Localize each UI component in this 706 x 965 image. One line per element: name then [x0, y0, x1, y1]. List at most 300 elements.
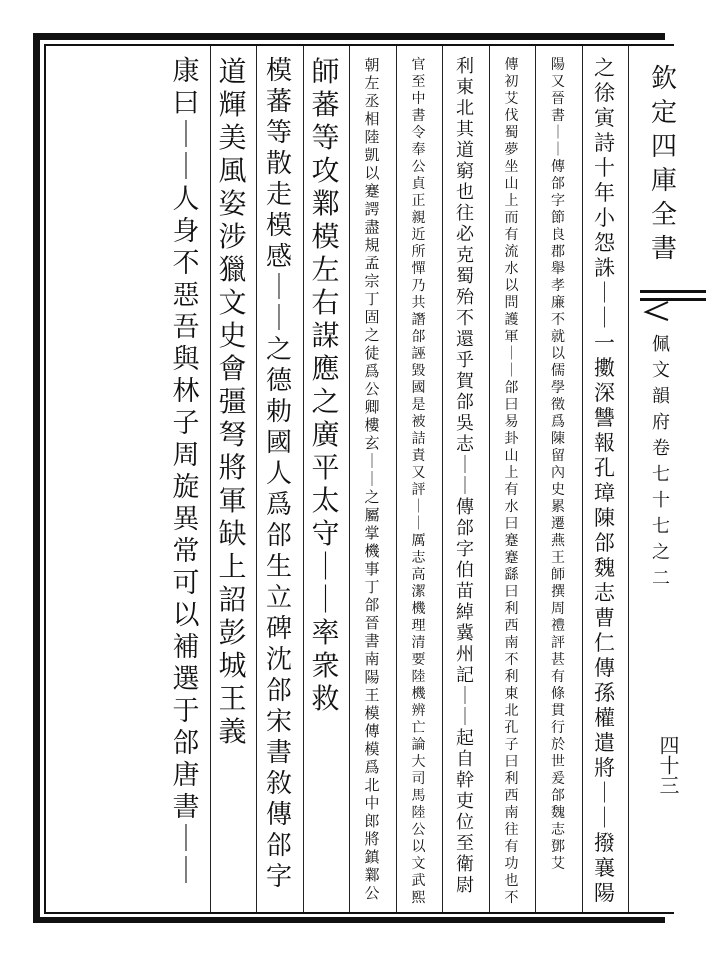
- text-char: 綽: [456, 602, 474, 623]
- text-char: 東: [456, 77, 474, 98]
- text-char: 曰: [504, 584, 519, 600]
- text-char: 學: [551, 380, 565, 396]
- text-char: 曰: [504, 754, 519, 770]
- text-char: 被: [411, 414, 426, 430]
- text-char: 美: [218, 121, 247, 154]
- text-char: 將: [594, 756, 615, 780]
- text-char: 良: [551, 227, 565, 243]
- text-char: 傳: [456, 497, 474, 518]
- text-char: 郃: [172, 728, 200, 759]
- text-char: 志: [594, 581, 615, 605]
- text-char: ｜: [456, 686, 474, 707]
- text-column: [538, 58, 578, 908]
- text-char: 陸: [411, 669, 426, 685]
- text-column: [213, 55, 253, 908]
- text-char: 傳: [265, 800, 292, 830]
- text-char: 文: [218, 286, 247, 319]
- text-char: ｜: [594, 781, 615, 805]
- text-char: 於: [551, 737, 565, 753]
- text-char: 之: [364, 488, 380, 506]
- text-char: 遣: [594, 731, 615, 755]
- text-char: ｜: [456, 707, 474, 728]
- text-char: ｜: [411, 499, 426, 515]
- text-char: 郃: [265, 521, 292, 551]
- text-char: 以: [172, 600, 200, 631]
- volume-char: 韻: [652, 386, 670, 407]
- text-column: [166, 58, 206, 908]
- text-column: [585, 58, 625, 908]
- text-char: 子: [504, 737, 519, 753]
- text-char: 孫: [594, 681, 615, 705]
- text-char: 甚: [551, 652, 565, 668]
- text-char: 仁: [594, 631, 615, 655]
- text-char: 國: [411, 380, 426, 396]
- text-char: 風: [218, 154, 247, 187]
- text-char: 選: [172, 664, 200, 695]
- text-char: 是: [411, 397, 426, 413]
- fish-tail-band: [640, 290, 706, 320]
- text-char: 水: [504, 261, 519, 277]
- text-char: 可: [172, 568, 200, 599]
- text-char: 陽: [594, 881, 615, 905]
- text-char: 有: [504, 839, 519, 855]
- text-char: ｜: [456, 476, 474, 497]
- text-char: 爲: [265, 490, 292, 520]
- text-char: 模: [311, 220, 340, 253]
- text-char: 卦: [504, 431, 519, 447]
- text-char: ｜: [265, 304, 292, 334]
- text-char: 西: [504, 618, 519, 634]
- text-char: 必: [456, 224, 474, 245]
- text-char: 凱: [364, 146, 380, 164]
- text-char: 不: [551, 312, 565, 328]
- text-char: 毀: [411, 363, 426, 379]
- text-char: 鎮: [364, 848, 380, 866]
- text-char: 深: [594, 381, 615, 405]
- text-char: 不: [456, 308, 474, 329]
- text-char: 評: [551, 635, 565, 651]
- text-char: 南: [364, 650, 380, 668]
- text-char: 以: [504, 278, 519, 294]
- text-char: 艾: [504, 91, 519, 107]
- text-char: 模: [265, 56, 292, 86]
- text-char: ｜: [172, 120, 200, 151]
- text-char: 利: [504, 601, 519, 617]
- text-char: 書: [265, 738, 292, 768]
- running-title: [644, 58, 684, 262]
- text-char: 權: [594, 706, 615, 730]
- text-char: 諤: [364, 200, 380, 218]
- text-char: 擻: [594, 356, 615, 380]
- volume-char: 之: [652, 542, 670, 563]
- text-char: 徒: [364, 344, 380, 362]
- text-char: 獵: [218, 253, 247, 286]
- text-char: ｜: [504, 346, 519, 362]
- text-char: 尉: [456, 875, 474, 896]
- text-char: 詰: [411, 431, 426, 447]
- text-char: 衛: [456, 854, 474, 875]
- column-rule: [210, 46, 211, 912]
- text-char: 謀: [311, 319, 340, 352]
- text-char: 還: [456, 329, 474, 350]
- text-char: 姿: [218, 187, 247, 220]
- volume-char: 卷: [652, 438, 670, 459]
- text-char: 水: [504, 499, 519, 515]
- column-rule: [349, 46, 350, 912]
- text-char: 蕃: [311, 88, 340, 121]
- text-char: 沈: [265, 645, 292, 675]
- text-char: ｜: [265, 273, 292, 303]
- text-char: 樓: [364, 416, 380, 434]
- text-char: 曰: [504, 516, 519, 532]
- text-char: 蹇: [364, 182, 380, 200]
- text-char: 太: [311, 484, 340, 517]
- text-char: 蕃: [265, 87, 292, 117]
- text-char: 師: [551, 567, 565, 583]
- text-char: 郃: [456, 392, 474, 413]
- text-char: 林: [172, 376, 200, 407]
- text-char: 馬: [411, 788, 426, 804]
- text-char: 功: [504, 856, 519, 872]
- column-rule: [303, 46, 304, 912]
- text-char: 勅: [265, 397, 292, 427]
- text-char: 爲: [364, 362, 380, 380]
- text-char: 不: [504, 652, 519, 668]
- text-char: 東: [504, 686, 519, 702]
- text-char: 唐: [172, 760, 200, 791]
- text-char: 北: [504, 703, 519, 719]
- text-char: 高: [411, 567, 426, 583]
- text-char: 熙: [411, 890, 426, 906]
- text-char: 有: [504, 482, 519, 498]
- text-char: 模: [364, 740, 380, 758]
- text-char: 讐: [594, 406, 615, 430]
- text-char: 憚: [411, 261, 426, 277]
- text-char: 清: [411, 635, 426, 651]
- text-char: 右: [311, 286, 340, 319]
- text-char: 道: [218, 55, 247, 88]
- text-char: 乃: [411, 278, 426, 294]
- text-char: 官: [411, 57, 426, 73]
- text-char: 丁: [364, 578, 380, 596]
- fish-tail-icon: [640, 300, 670, 322]
- text-char: 書: [172, 792, 200, 823]
- text-char: 坐: [504, 159, 519, 175]
- text-char: 中: [411, 91, 426, 107]
- text-char: 也: [456, 182, 474, 203]
- text-char: 志: [551, 822, 565, 838]
- text-char: 郃: [551, 176, 565, 192]
- text-char: 有: [551, 669, 565, 685]
- text-char: 字: [456, 539, 474, 560]
- text-char: 傳: [551, 159, 565, 175]
- text-char: 于: [172, 696, 200, 727]
- text-char: 武: [411, 873, 426, 889]
- text-char: 之: [594, 56, 615, 80]
- text-char: ｜: [172, 152, 200, 183]
- text-char: ｜: [456, 455, 474, 476]
- text-char: 師: [311, 55, 340, 88]
- text-char: 公: [364, 884, 380, 902]
- text-char: 朝: [364, 56, 380, 74]
- text-char: 流: [504, 244, 519, 260]
- text-char: 窮: [456, 161, 474, 182]
- text-char: 自: [456, 749, 474, 770]
- inner-border-left: [44, 44, 46, 914]
- text-char: 人: [172, 184, 200, 215]
- text-char: 貞: [411, 176, 426, 192]
- text-char: 周: [172, 440, 200, 471]
- text-char: 德: [265, 366, 292, 396]
- page-number: 四十三: [656, 735, 680, 795]
- text-char: 蜀: [504, 125, 519, 141]
- text-char: 散: [265, 149, 292, 179]
- text-char: 誅: [594, 256, 615, 280]
- text-char: 晉: [551, 91, 565, 107]
- text-char: 乎: [456, 350, 474, 371]
- text-char: ｜: [172, 856, 200, 887]
- text-char: 郃: [411, 329, 426, 345]
- text-char: 十: [594, 156, 615, 180]
- text-char: 曰: [504, 397, 519, 413]
- text-char: ｜: [594, 806, 615, 830]
- text-char: 掌: [364, 524, 380, 542]
- text-char: 字: [265, 862, 292, 892]
- text-char: 西: [504, 788, 519, 804]
- text-char: 應: [311, 352, 340, 385]
- text-char: 傳: [594, 656, 615, 680]
- title-char: 四: [650, 132, 677, 162]
- text-char: 往: [504, 822, 519, 838]
- text-char: 留: [551, 448, 565, 464]
- text-char: 屬: [364, 506, 380, 524]
- text-char: 理: [411, 618, 426, 634]
- text-char: 親: [411, 210, 426, 226]
- text-char: 山: [504, 448, 519, 464]
- text-char: 報: [594, 431, 615, 455]
- volume-char: 七: [652, 516, 670, 537]
- volume-char: 佩: [652, 334, 670, 355]
- text-char: 南: [504, 635, 519, 651]
- text-char: 奉: [411, 142, 426, 158]
- text-char: 將: [364, 830, 380, 848]
- text-char: 郎: [364, 812, 380, 830]
- text-char: 撰: [551, 584, 565, 600]
- text-char: 字: [551, 193, 565, 209]
- text-char: 利: [504, 669, 519, 685]
- text-char: 感: [265, 242, 292, 272]
- text-char: 守: [311, 517, 340, 550]
- text-char: 郃: [504, 380, 519, 396]
- text-char: 平: [311, 451, 340, 484]
- text-char: 年: [594, 181, 615, 205]
- text-char: 郡: [551, 244, 565, 260]
- text-char: ｜: [551, 142, 565, 158]
- text-char: 幹: [456, 770, 474, 791]
- text-char: 丞: [364, 92, 380, 110]
- text-char: 以: [551, 346, 565, 362]
- text-char: 模: [265, 211, 292, 241]
- text-char: 吳: [456, 413, 474, 434]
- text-char: 燕: [551, 533, 565, 549]
- text-char: 事: [364, 560, 380, 578]
- text-char: 令: [411, 125, 426, 141]
- text-char: 又: [551, 74, 565, 90]
- text-char: 傳: [364, 722, 380, 740]
- text-char: 志: [411, 550, 426, 566]
- text-char: 將: [218, 451, 247, 484]
- text-char: 司: [411, 771, 426, 787]
- text-char: 義: [218, 715, 247, 748]
- text-char: 陽: [551, 57, 565, 73]
- text-char: 魏: [594, 556, 615, 580]
- volume-label: [646, 330, 676, 590]
- text-char: 異: [172, 504, 200, 535]
- text-char: 郃: [364, 596, 380, 614]
- text-char: 固: [364, 308, 380, 326]
- text-char: 撥: [594, 831, 615, 855]
- text-char: 初: [504, 74, 519, 90]
- text-char: 貫: [551, 703, 565, 719]
- text-char: 丁: [364, 290, 380, 308]
- title-char: 欽: [650, 64, 677, 94]
- volume-char: 府: [652, 412, 670, 433]
- text-char: 爲: [364, 758, 380, 776]
- text-char: 陸: [364, 128, 380, 146]
- text-column: [352, 58, 392, 908]
- volume-char: 二: [652, 568, 670, 589]
- text-char: 北: [456, 98, 474, 119]
- text-char: 夢: [504, 142, 519, 158]
- text-char: 也: [504, 873, 519, 889]
- text-char: 賀: [456, 371, 474, 392]
- column-rule: [582, 46, 583, 912]
- text-char: 彭: [218, 616, 247, 649]
- text-char: 蜀: [456, 266, 474, 287]
- text-char: ｜: [364, 470, 380, 488]
- text-char: 廉: [551, 295, 565, 311]
- text-char: 譖: [411, 312, 426, 328]
- text-char: 近: [411, 227, 426, 243]
- text-char: 攻: [311, 154, 340, 187]
- column-rule: [535, 46, 536, 912]
- text-char: 詔: [218, 583, 247, 616]
- text-char: 等: [311, 121, 340, 154]
- text-char: 晉: [364, 614, 380, 632]
- text-char: 往: [456, 203, 474, 224]
- text-char: 輝: [218, 88, 247, 121]
- text-char: 之: [311, 385, 340, 418]
- text-char: 評: [411, 482, 426, 498]
- text-char: 王: [218, 682, 247, 715]
- text-char: 康: [172, 56, 200, 87]
- text-char: 曹: [594, 606, 615, 630]
- text-char: ｜: [364, 452, 380, 470]
- text-char: 玄: [364, 434, 380, 452]
- text-char: 之: [265, 335, 292, 365]
- text-char: 郃: [551, 788, 565, 804]
- text-char: 克: [456, 245, 474, 266]
- volume-char: 十: [652, 490, 670, 511]
- text-char: 軍: [218, 484, 247, 517]
- text-char: ｜: [594, 281, 615, 305]
- text-char: ｜: [504, 363, 519, 379]
- text-char: 立: [265, 583, 292, 613]
- text-char: 旋: [172, 472, 200, 503]
- text-char: 書: [364, 632, 380, 650]
- text-char: 衆: [311, 649, 340, 682]
- text-char: 周: [551, 601, 565, 617]
- text-char: 左: [364, 74, 380, 92]
- text-char: 志: [456, 434, 474, 455]
- text-char: 吏: [456, 791, 474, 812]
- text-column: [399, 58, 439, 908]
- text-char: 與: [172, 344, 200, 375]
- text-char: 郃: [265, 676, 292, 706]
- text-char: 北: [364, 776, 380, 794]
- text-char: 冀: [456, 623, 474, 644]
- text-char: 敘: [265, 769, 292, 799]
- text-char: 碑: [265, 614, 292, 644]
- text-char: 書: [551, 108, 565, 124]
- text-char: 陳: [594, 506, 615, 530]
- text-char: 史: [551, 482, 565, 498]
- text-char: 利: [504, 771, 519, 787]
- text-char: 彊: [218, 385, 247, 418]
- text-char: 缺: [218, 517, 247, 550]
- text-char: 陳: [551, 431, 565, 447]
- text-char: 之: [364, 326, 380, 344]
- text-char: 南: [504, 805, 519, 821]
- text-column: [259, 58, 299, 908]
- text-char: 曰: [172, 88, 200, 119]
- text-char: 陽: [364, 668, 380, 686]
- text-char: ｜: [594, 306, 615, 330]
- column-rule: [489, 46, 490, 912]
- text-char: 王: [551, 550, 565, 566]
- text-char: 問: [504, 295, 519, 311]
- text-char: 孝: [551, 278, 565, 294]
- column-rule: [396, 46, 397, 912]
- text-char: 亡: [411, 720, 426, 736]
- text-char: 機: [411, 601, 426, 617]
- text-char: 小: [594, 206, 615, 230]
- text-char: 有: [504, 227, 519, 243]
- text-char: ｜: [551, 125, 565, 141]
- text-char: 儒: [551, 363, 565, 379]
- text-char: 機: [411, 686, 426, 702]
- text-char: 王: [364, 686, 380, 704]
- text-char: 鄴: [311, 187, 340, 220]
- text-char: 魏: [551, 805, 565, 821]
- text-char: 一: [594, 331, 615, 355]
- text-char: 殆: [456, 287, 474, 308]
- column-rule: [256, 46, 257, 912]
- text-char: 生: [265, 552, 292, 582]
- text-char: 史: [218, 319, 247, 352]
- text-char: 正: [411, 193, 426, 209]
- text-char: 共: [411, 295, 426, 311]
- text-char: 其: [456, 119, 474, 140]
- text-char: 爰: [551, 771, 565, 787]
- text-char: 伐: [504, 108, 519, 124]
- text-char: 身: [172, 216, 200, 247]
- text-char: 易: [504, 414, 519, 430]
- title-char: 書: [650, 234, 677, 264]
- text-char: 起: [456, 728, 474, 749]
- text-column: [445, 58, 485, 908]
- text-char: 條: [551, 686, 565, 702]
